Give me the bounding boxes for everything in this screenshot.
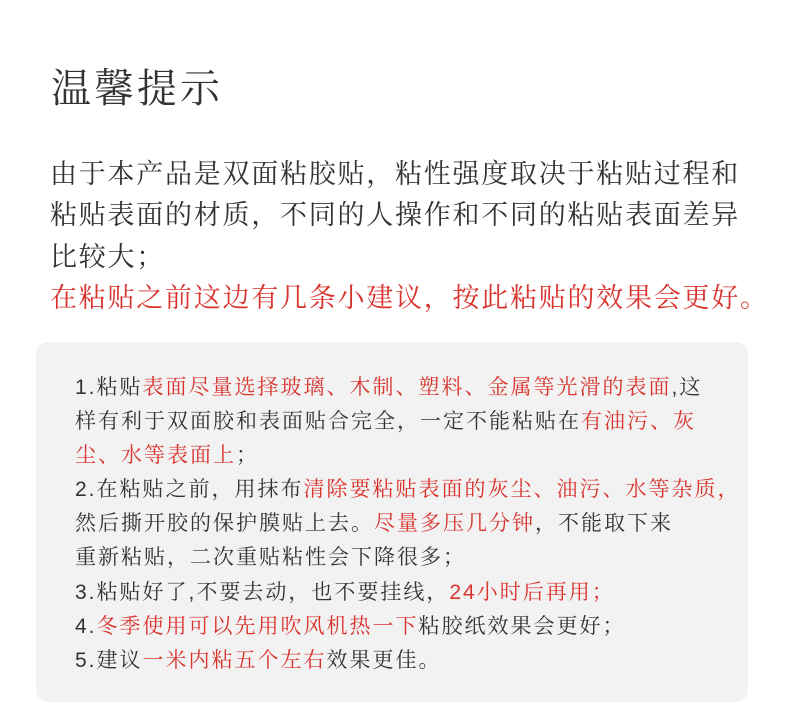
tip-text: ； bbox=[236, 444, 259, 468]
tip-item-1 bbox=[75, 371, 741, 473]
tip-line bbox=[75, 507, 741, 541]
tip-highlight: 一米内粘五个左右 bbox=[142, 648, 327, 672]
tip-number: 5. bbox=[75, 648, 97, 672]
tip-text: 重新粘贴，二次重贴粘性会下降很多； bbox=[75, 546, 466, 570]
tip-line bbox=[75, 576, 741, 610]
tip-number: 4. bbox=[75, 614, 97, 638]
tip-text: ,这 bbox=[671, 376, 703, 399]
tip-highlight: 冬季使用可以先用吹风机热一下 bbox=[96, 614, 419, 638]
tip-text: 然后撕开胶的保护膜贴上去。 bbox=[75, 512, 374, 536]
tip-item-2 bbox=[75, 473, 741, 575]
tip-text: 效果更佳。 bbox=[326, 648, 442, 672]
tip-line bbox=[75, 473, 741, 507]
intro-line: 粘贴表面的材质，不同的人操作和不同的粘贴表面差异 bbox=[50, 200, 740, 231]
tips-list bbox=[75, 371, 741, 678]
tip-number: 3. bbox=[75, 580, 97, 604]
tip-text: 在粘贴之前，用抹布 bbox=[96, 478, 304, 502]
advice-note: 在粘贴之前这边有几条小建议，按此粘贴的效果会更好。 bbox=[50, 282, 769, 313]
tip-highlight: 表面尽量选择玻璃、木制、塑料、金属等光滑的表面 bbox=[142, 376, 672, 399]
tip-item-5 bbox=[75, 644, 741, 678]
tip-text: 样有利于双面胶和表面贴合完全，一定不能粘贴在 bbox=[75, 410, 581, 434]
tip-line bbox=[75, 439, 741, 473]
tips-panel bbox=[36, 342, 748, 702]
tip-line bbox=[75, 371, 741, 405]
tip-highlight: 尽量多压几分钟 bbox=[374, 512, 535, 536]
tip-text: 建议 bbox=[96, 648, 143, 672]
tip-line bbox=[75, 610, 741, 644]
tip-number: 1. bbox=[75, 376, 97, 399]
tip-highlight: 24小时后再用； bbox=[449, 580, 615, 604]
tip-text: 粘贴好了,不要去动，也不要挂线， bbox=[96, 580, 450, 604]
tip-item-4 bbox=[75, 610, 741, 644]
tip-text: ，不能取下来 bbox=[535, 512, 673, 536]
tip-line bbox=[75, 405, 741, 439]
tip-line bbox=[75, 541, 741, 575]
tip-highlight: 尘、水等表面上 bbox=[75, 444, 236, 468]
tip-highlight: 清除要粘贴表面的灰尘、油污、水等杂质， bbox=[303, 478, 741, 502]
tip-highlight: 有油污、灰 bbox=[581, 410, 696, 434]
tip-text: 粘胶纸效果会更好； bbox=[418, 614, 626, 638]
tip-text: 粘贴 bbox=[96, 376, 143, 399]
page-title: 温馨提示 bbox=[51, 67, 223, 111]
tip-line bbox=[75, 644, 741, 678]
intro-line: 比较大； bbox=[50, 241, 165, 272]
intro-paragraph bbox=[50, 154, 769, 319]
tip-item-3 bbox=[75, 576, 741, 610]
intro-line: 由于本产品是双面粘胶贴，粘性强度取决于粘贴过程和 bbox=[50, 159, 740, 189]
tip-number: 2. bbox=[75, 478, 97, 502]
